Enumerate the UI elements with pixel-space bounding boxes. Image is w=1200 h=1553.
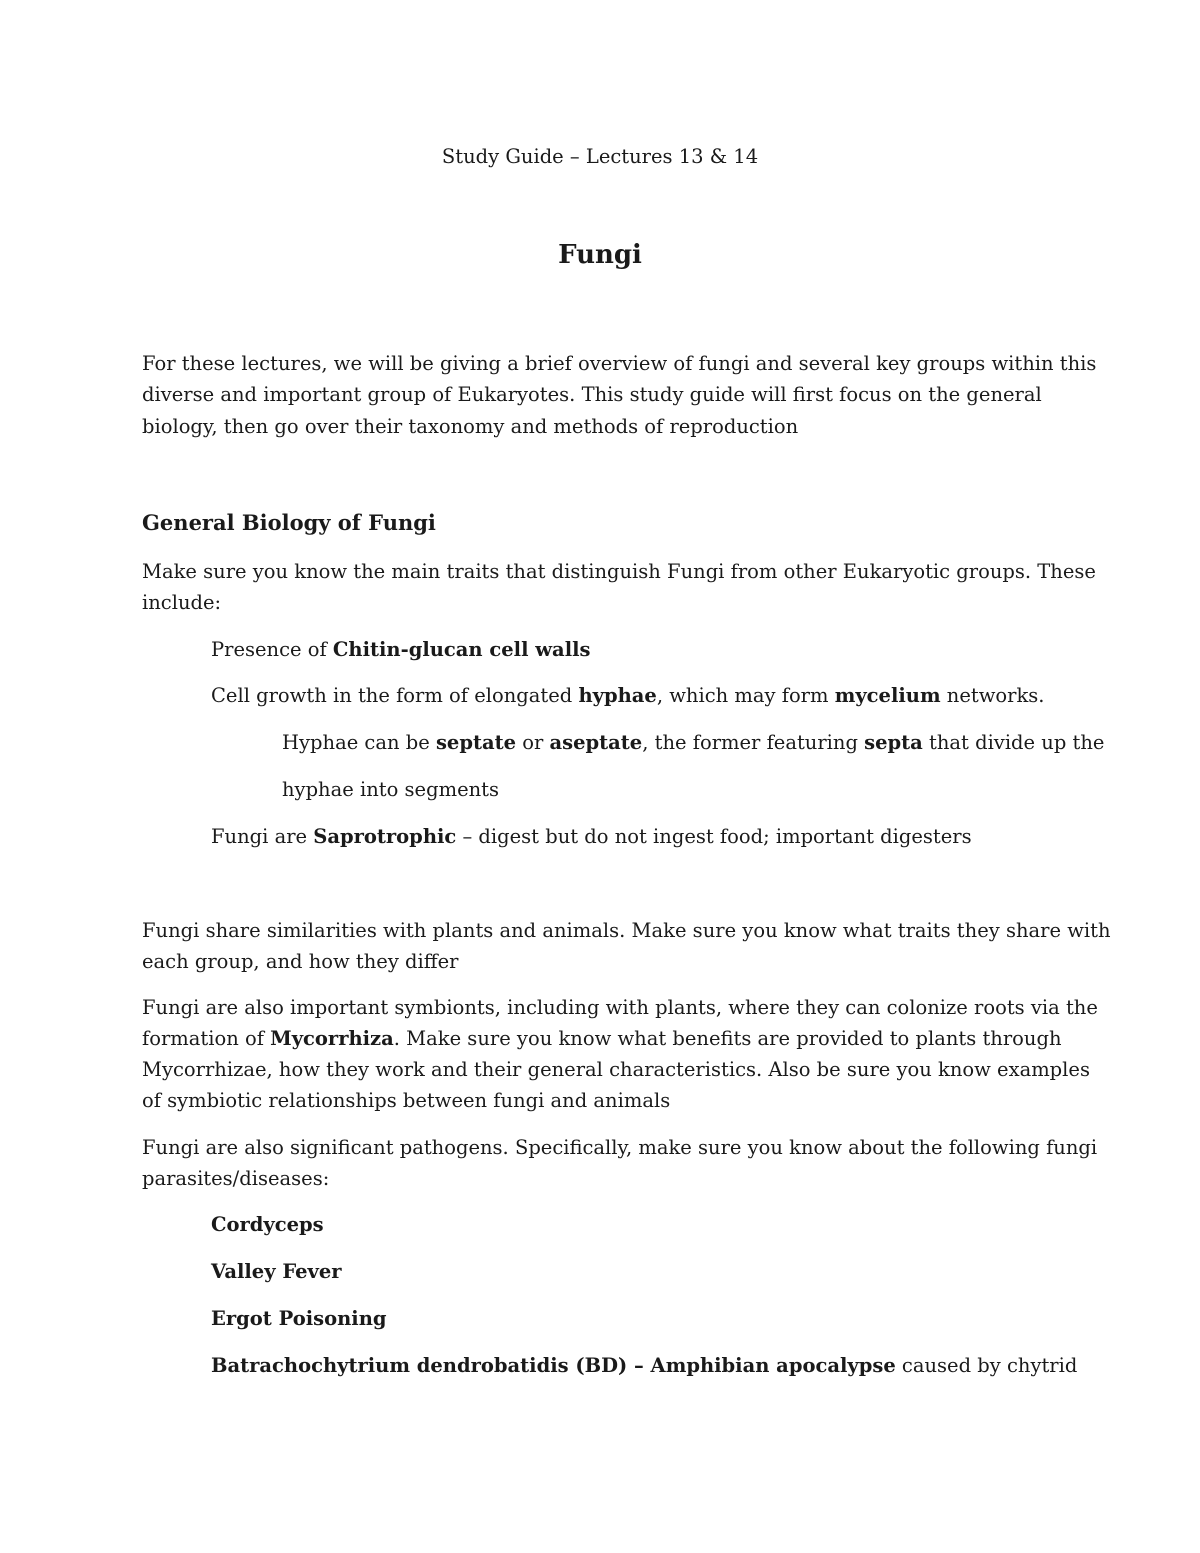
trait-text: Fungi are [211,825,314,848]
symbionts-text: . Make sure you know what benefits are provided to plants through [393,1027,1062,1050]
trait-text: or [516,731,550,754]
section-heading: General Biology of Fungi [142,510,436,535]
trait-term: mycelium [834,684,941,707]
trait-text: Presence of [211,638,333,661]
similarities-line-1: Fungi share similarities with plants and animals. Make sure you know what traits they share with [142,919,1111,942]
intro-line-3: biology, then go over their taxonomy and methods of reproduction [142,415,799,438]
disease-item-bd [211,1356,1077,1376]
trait-septate-line-1 [282,733,1104,753]
symbionts-term: Mycorrhiza [270,1027,394,1050]
disease-item: Cordyceps [211,1213,324,1236]
symbionts-line-3: Mycorrhizae, how they work and their general characteristics. Also be sure you know examples [142,1058,1090,1081]
trait-text: Hyphae can be [282,731,436,754]
trait-saprotrophic [211,827,972,847]
trait-septate-line-2: hyphae into segments [282,778,500,801]
pathogens-line-2: parasites/diseases: [142,1167,330,1190]
trait-term: septate [435,731,517,754]
trait-hyphae [211,686,1045,706]
pathogens-line-1: Fungi are also significant pathogens. Specifically, make sure you know about the following fungi [142,1136,1098,1159]
trait-text: Cell growth in the form of elongated [211,684,579,707]
trait-term: aseptate [549,731,643,754]
trait-text: – digest but do not ingest food; important digesters [456,825,972,848]
trait-term: Chitin-glucan cell walls [332,638,591,661]
traits-intro-line-1: Make sure you know the main traits that distinguish Fungi from other Eukaryotic groups. These [142,560,1096,583]
trait-text: , which may form [656,684,835,707]
disease-item: Valley Fever [211,1260,342,1283]
trait-term: hyphae [578,684,657,707]
document-header: Study Guide – Lectures 13 & 14 [441,145,759,168]
trait-text: , the former featuring [642,731,865,754]
symbionts-text: formation of [142,1027,271,1050]
intro-line-1: For these lectures, we will be giving a brief overview of fungi and several key groups within this [142,352,1097,375]
symbionts-line-1: Fungi are also important symbionts, including with plants, where they can colonize roots via the [142,996,1098,1019]
symbionts-line-4: of symbiotic relationships between fungi and animals [142,1089,671,1112]
symbionts-line-2 [142,1029,1062,1049]
trait-term: septa [864,731,923,754]
trait-term: Saprotrophic [313,825,457,848]
traits-intro-line-2: include: [142,591,222,614]
trait-text: that divide up the [922,731,1105,754]
disease-item: Ergot Poisoning [211,1307,387,1330]
disease-term: Batrachochytrium dendrobatidis (BD) – Amphibian apocalypse [211,1354,896,1377]
trait-cell-walls [211,640,591,660]
intro-line-2: diverse and important group of Eukaryotes. This study guide will first focus on the general [142,383,1042,406]
document-title: Fungi [558,240,642,270]
trait-text: networks. [940,684,1045,707]
similarities-line-2: each group, and how they differ [142,950,459,973]
disease-text: caused by chytrid [895,1354,1078,1377]
